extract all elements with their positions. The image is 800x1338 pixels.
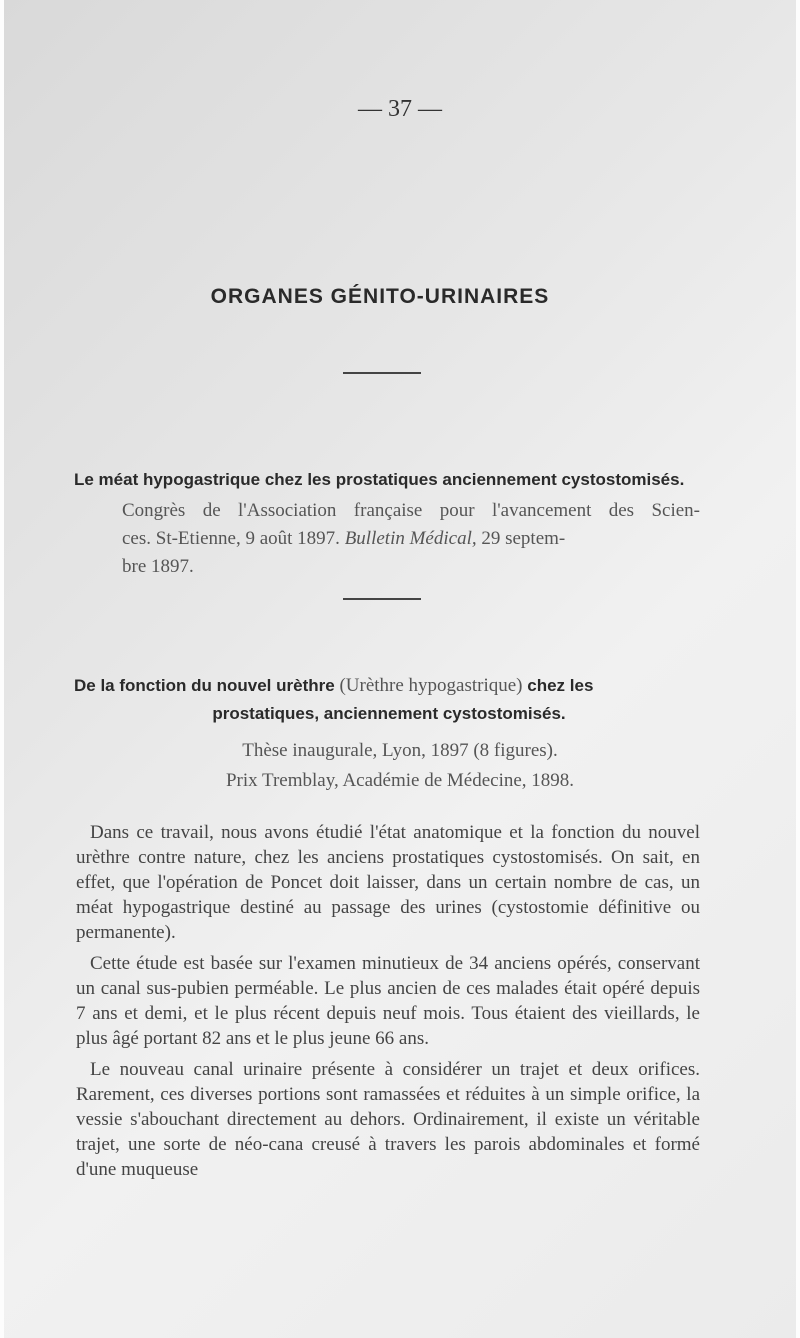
entry-title: Le méat hypogastrique chez les prostatiques anciennement cystostomisés. [74,470,685,489]
entry-reference [80,497,700,581]
divider-rule [343,598,421,600]
paragraph: Dans ce travail, nous avons étudié l'état anatomique et la fonction du nouvel urèthre contre nature, chez les anciens prostatiques cystostomisés. On sait, en effet, que l'opération de Poncet doit laisser, dans un certain nombre de cas, un méat hypogastrique destiné au passage des urines (cystostomie définitive ou permanente). [76,822,700,943]
body-text [76,820,700,1188]
page-number: — 37 — [358,96,442,122]
reference-text: 29 septem- [476,528,566,549]
journal-name: Bulletin Médical, [344,528,477,549]
section-title: ORGANES GÉNITO-URINAIRES [210,285,550,308]
reference-line: Congrès de l'Association française pour l'avancement des Scien- [122,500,700,521]
reference-text: ces. St-Etienne, 9 août 1897. [122,528,345,549]
reference-line: bre 1897. [122,556,194,577]
title-text: chez les [527,676,594,695]
entry-reference: Prix Tremblay, Académie de Médecine, 1898. [225,770,575,791]
title-text: De la fonction du nouvel urèthre [74,676,335,695]
entry-title [74,672,704,728]
entry-reference: Thèse inaugurale, Lyon, 1897 (8 figures). [242,740,558,761]
title-text: prostatiques, anciennement cystostomisés. [212,704,566,723]
divider-rule [343,372,421,374]
paragraph: Le nouveau canal urinaire présente à considérer un trajet et deux orifices. Rarement, ces diverses portions sont ramassées et réduites à un simple orifice, la vessie s'abouchant directement au dehors. Ordinairement, il existe un véritable trajet, une sorte de néo-cana creusé à travers les parois abdominales et formé d'une muqueuse [76,1059,700,1180]
reference-line [80,525,700,553]
paragraph: Cette étude est basée sur l'examen minutieux de 34 anciens opérés, conservant un canal sus-pubien perméable. Le plus ancien de ces malades était opéré depuis 7 ans et demi, et le plus récent depuis neuf mois. Tous étaient des vieillards, le plus âgé portant 82 ans et le plus jeune 66 ans. [76,953,700,1049]
title-subtitle: (Urèthre hypogastrique) [334,675,528,696]
